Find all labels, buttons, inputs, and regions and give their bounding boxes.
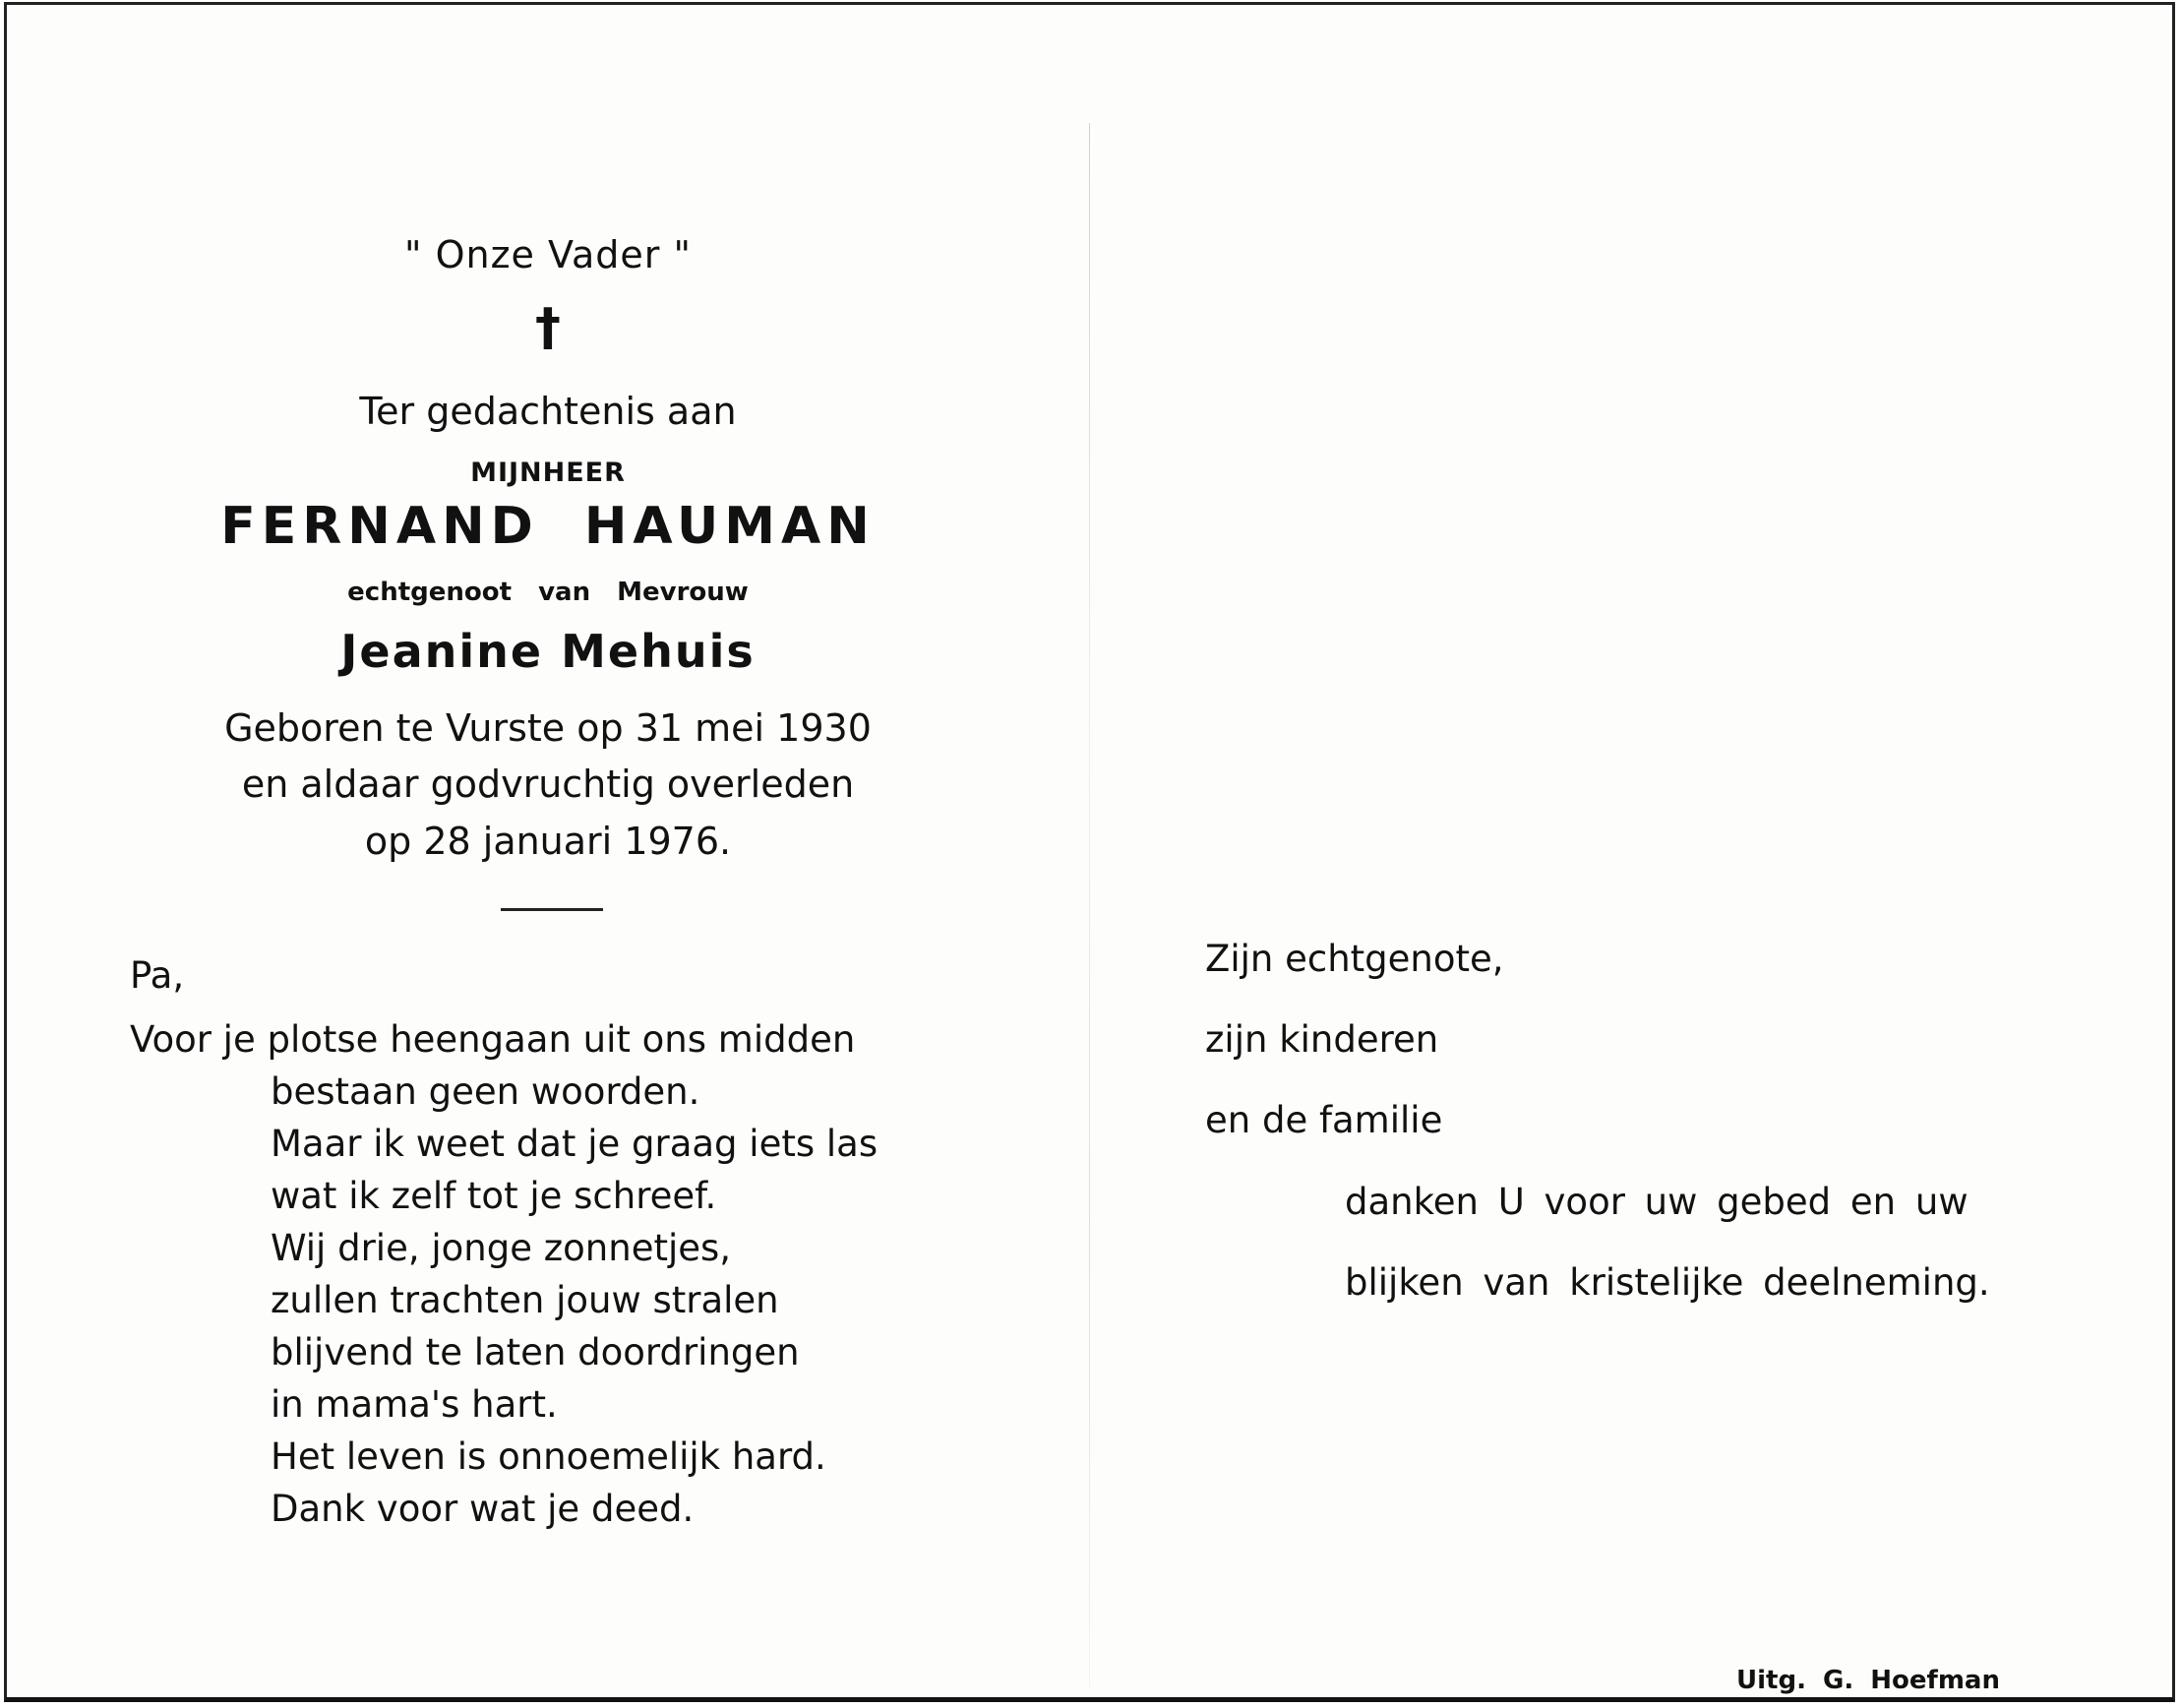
poem-line: zullen trachten jouw stralen bbox=[271, 1279, 779, 1321]
memorial-card bbox=[4, 2, 2175, 1702]
spouse-intro: echtgenoot van Mevrouw bbox=[347, 578, 749, 607]
poem bbox=[130, 1013, 878, 1535]
death-line: en aldaar godvruchtig overleden bbox=[241, 762, 855, 806]
thanks-from-family: en de familie bbox=[1205, 1099, 1443, 1141]
poem-line: Dank voor wat je deed. bbox=[271, 1488, 695, 1530]
poem-line: Wij drie, jonge zonnetjes, bbox=[271, 1227, 732, 1269]
greeting: Pa, bbox=[130, 954, 185, 997]
divider bbox=[501, 908, 603, 911]
left-page bbox=[7, 5, 1089, 1697]
poem-line: bestaan geen woorden. bbox=[271, 1070, 700, 1113]
thanks-from-children: zijn kinderen bbox=[1205, 1018, 1439, 1061]
poem-line: in mama's hart. bbox=[271, 1383, 558, 1426]
poem-line: Het leven is onnoemelijk hard. bbox=[271, 1435, 826, 1478]
poem-line: Maar ik weet dat je graag iets las bbox=[271, 1123, 878, 1165]
birth-line: Geboren te Vurste op 31 mei 1930 bbox=[224, 706, 872, 750]
poem-line: blijvend te laten doordringen bbox=[271, 1331, 800, 1373]
spouse-name: Jeanine Mehuis bbox=[340, 625, 756, 678]
motto: " Onze Vader " bbox=[404, 233, 692, 276]
thanks-from-spouse: Zijn echtgenote, bbox=[1205, 938, 1504, 980]
honorific: MIJNHEER bbox=[470, 458, 626, 488]
poem-line: wat ik zelf tot je schreef. bbox=[271, 1175, 717, 1217]
publisher-credit: Uitg. G. Hoefman bbox=[1736, 1666, 2000, 1695]
memory-line: Ter gedachtenis aan bbox=[359, 390, 737, 433]
death-date-line: op 28 januari 1976. bbox=[364, 820, 732, 863]
deceased-name: FERNAND HAUMAN bbox=[220, 497, 876, 556]
cross-icon: † bbox=[535, 298, 561, 357]
right-page bbox=[1089, 5, 2178, 1697]
poem-line: Voor je plotse heengaan uit ons midden bbox=[130, 1018, 856, 1061]
thanks-text-line: blijken van kristelijke deelneming. bbox=[1345, 1261, 1990, 1304]
thanks-text-line: danken U voor uw gebed en uw bbox=[1345, 1181, 1969, 1223]
